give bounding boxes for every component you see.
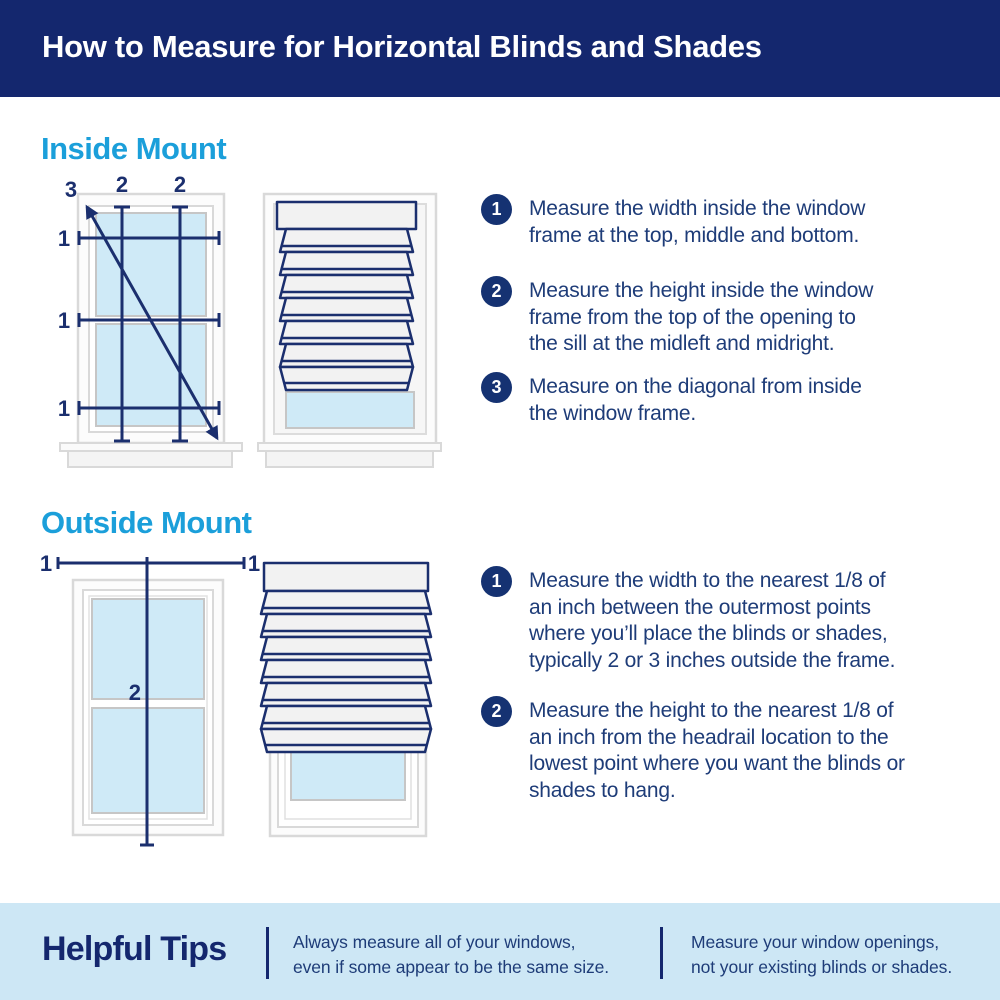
step-text: Measure the width to the nearest 1/8 of an inch between the outermost points where you’ll place the blinds or shades, typically 2 or 3 inches outside the frame. [529,569,896,672]
tip: Always measure all of your windows, even if some appear to be the same size. [293,932,610,977]
width-label: 1 [57,226,71,251]
window-glass [96,324,206,426]
width-label: 1 [247,551,260,576]
inside-mount-window-diagram [40,172,252,470]
shade-headrail [277,202,416,229]
outside-mount-window-diagram [35,548,260,853]
window-sill [258,443,441,467]
shade-hem [261,729,431,752]
shade-hem [280,367,413,390]
outside-step-2 [481,696,974,804]
roman-shade [277,202,416,390]
inside-mount-heading: Inside Mount [41,131,227,166]
step-text: Measure the height inside the window frame from the top of the opening to the sill at the midleft and midright. [529,279,874,355]
footer-title: Helpful Tips [42,930,227,968]
footer [0,903,1000,1000]
outside-step-1 [481,566,974,674]
diagonal-label: 3 [64,177,78,202]
outside-mount-shade-diagram [253,548,450,848]
step-text: Measure the width inside the window frame at the top, middle and bottom. [529,197,866,247]
step-number-badge: 2 [481,696,512,727]
window-sill [60,443,242,467]
width-label: 1 [57,308,71,333]
step-number-badge: 1 [481,194,512,225]
outside-mount-heading: Outside Mount [41,505,252,540]
step-text: Measure on the diagonal from inside the window frame. [529,375,862,425]
shade-headrail [264,563,428,591]
height-label: 2 [115,172,129,197]
tip: Measure your window openings, not your existing blinds or shades. [691,932,953,977]
width-label: 1 [57,396,71,421]
header-banner [0,0,1000,97]
inside-mount-shade-diagram [253,188,445,470]
step-number-badge: 2 [481,276,512,307]
page-title: How to Measure for Horizontal Blinds and Shades [42,29,762,64]
height-label: 2 [128,680,141,705]
inside-step-1 [481,194,974,249]
height-label: 2 [173,172,187,197]
roman-shade [261,563,431,752]
inside-step-2 [481,276,974,358]
window-glass [96,213,206,316]
step-text: Measure the height to the nearest 1/8 of an inch from the headrail location to the lowest point where you want the blinds or shades to hang. [529,699,905,802]
window-glass [286,392,414,428]
inside-step-3 [481,372,974,427]
divider [660,927,663,979]
step-number-badge: 3 [481,372,512,403]
step-number-badge: 1 [481,566,512,597]
width-label: 1 [39,551,53,576]
divider [266,927,269,979]
